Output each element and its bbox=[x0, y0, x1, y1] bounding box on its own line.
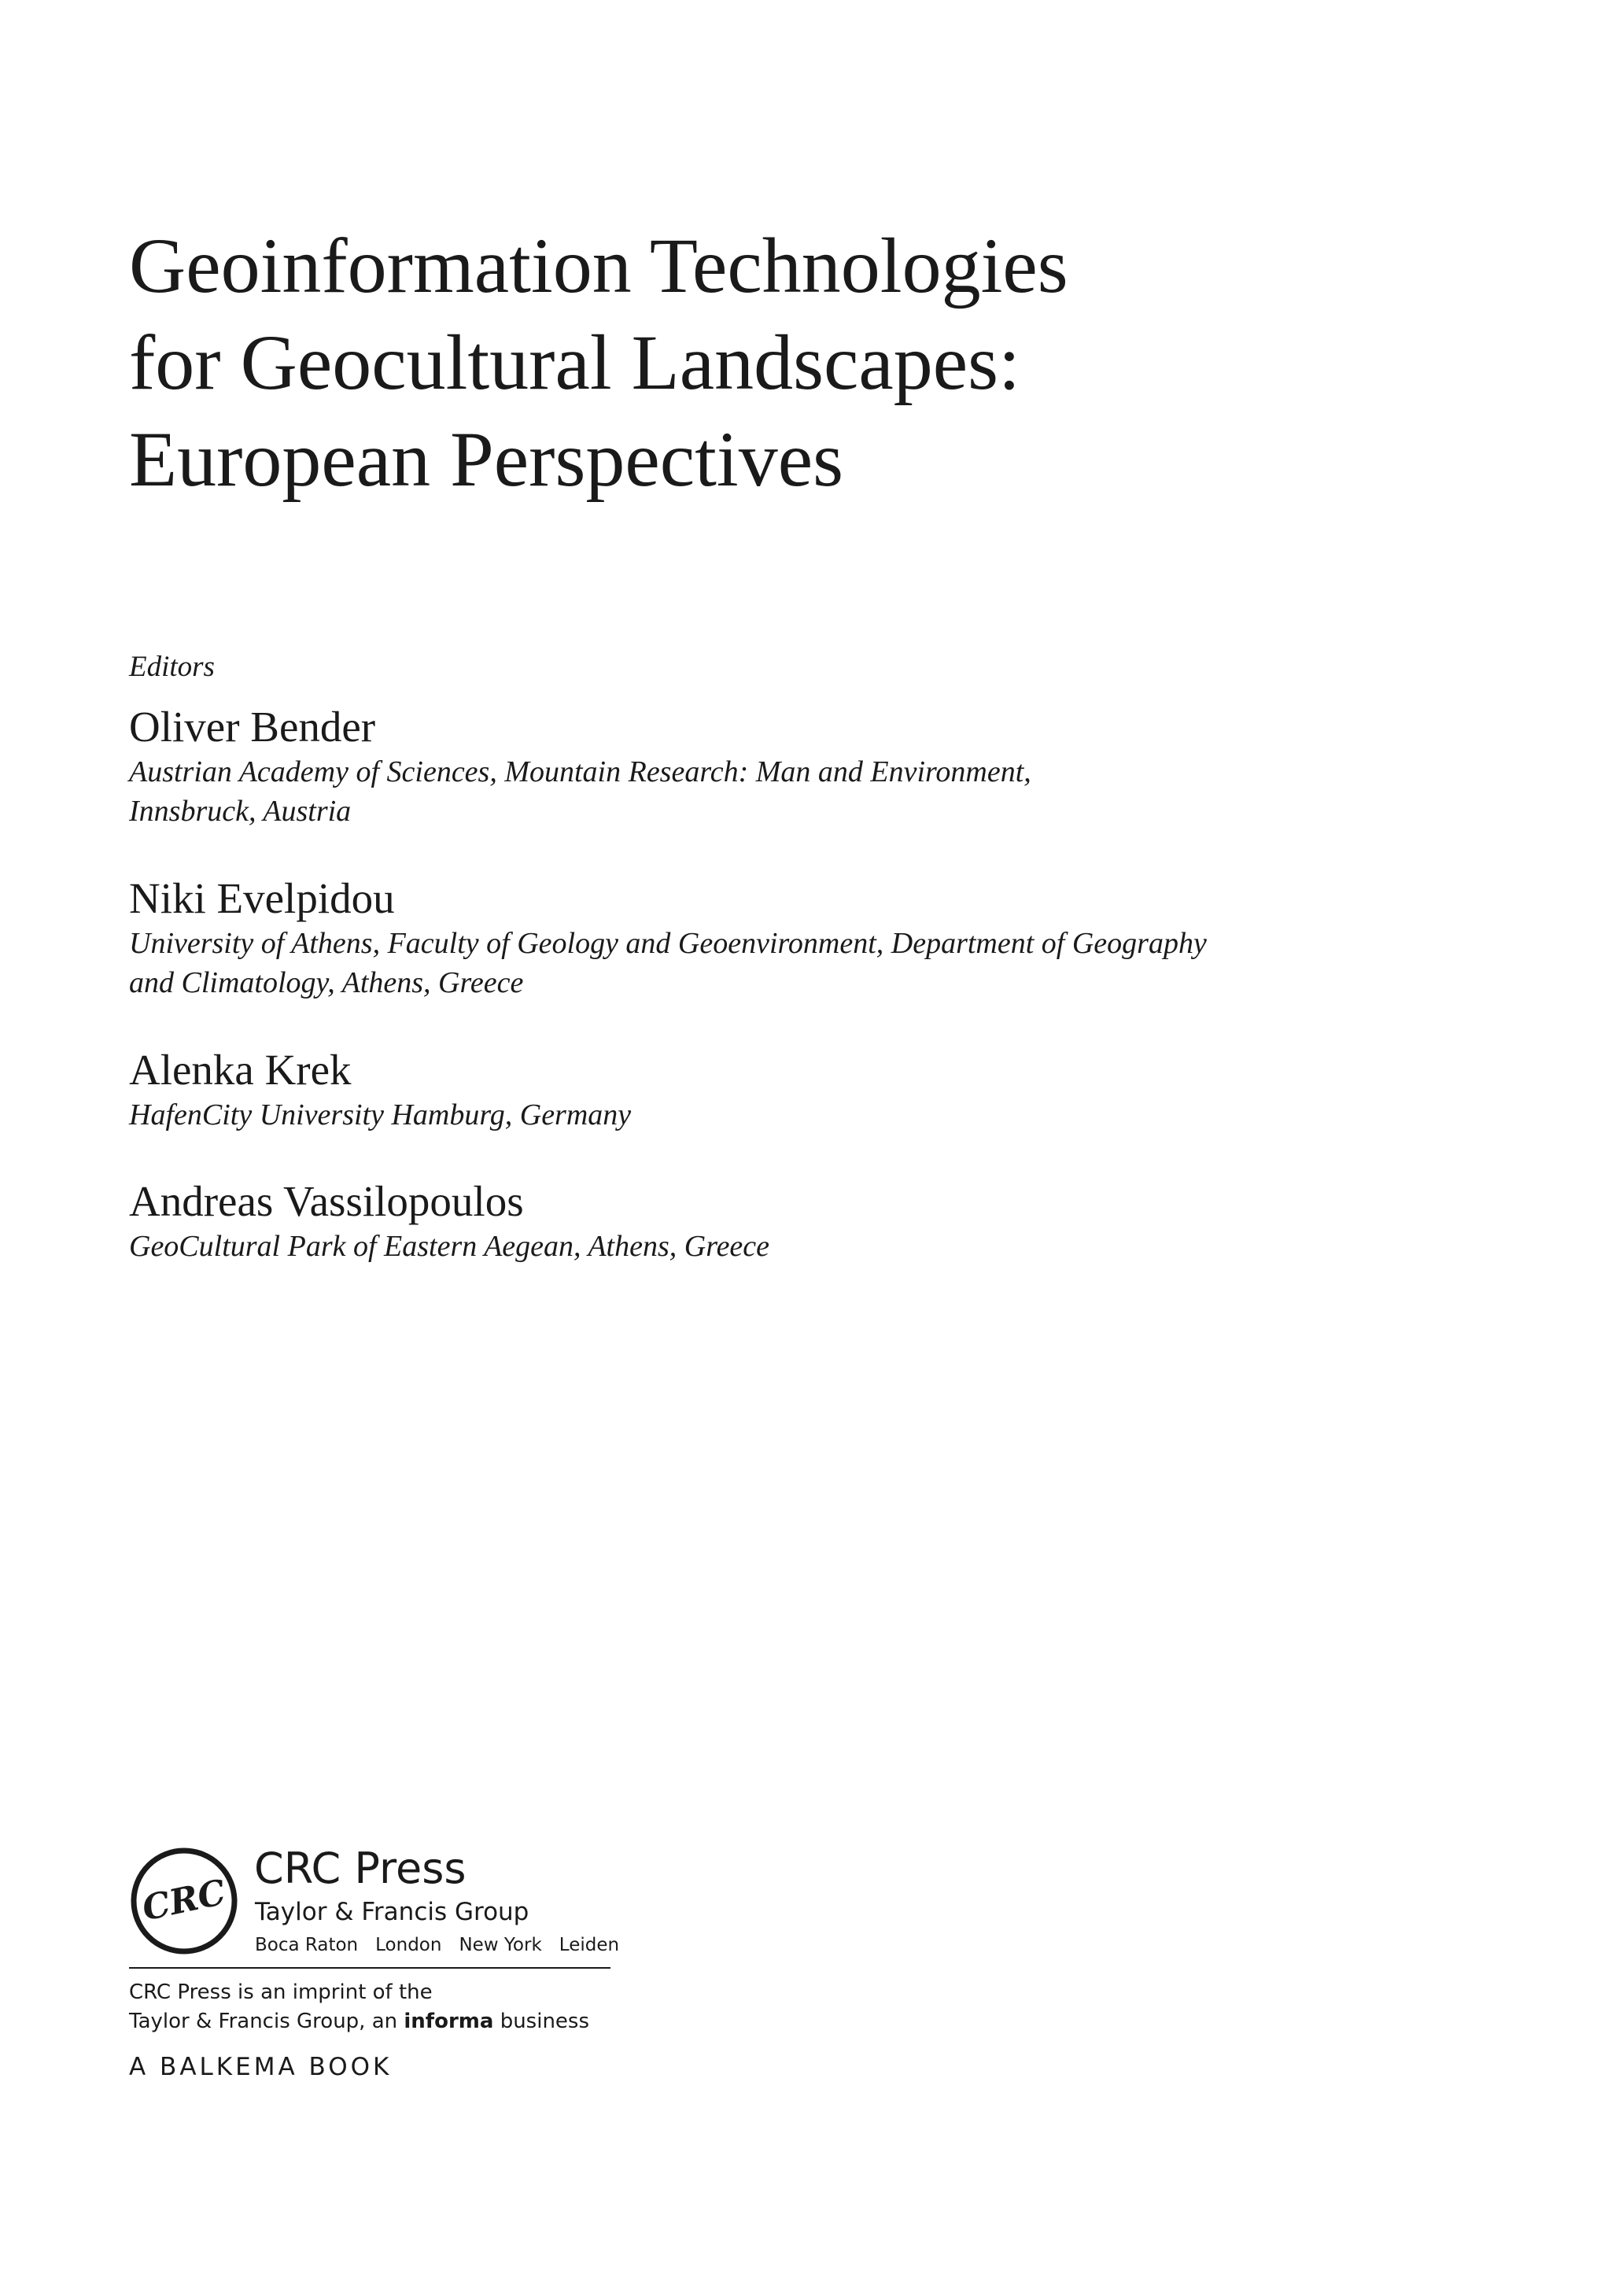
city-boca-raton: Boca Raton bbox=[255, 1935, 359, 1955]
crc-press-logo bbox=[129, 1846, 239, 1956]
imprint-note bbox=[129, 1978, 589, 2036]
city-leiden: Leiden bbox=[559, 1935, 620, 1955]
balkema-book-label: A BALKEMA BOOK bbox=[129, 2053, 393, 2081]
imprint-line-2 bbox=[129, 2007, 589, 2036]
editors-label: Editors bbox=[129, 651, 215, 683]
editor-entry bbox=[129, 873, 1545, 1002]
crc-logo-text: CRC bbox=[138, 1872, 230, 1929]
publisher-block bbox=[129, 1844, 620, 2106]
editor-entry bbox=[129, 1176, 1545, 1266]
editor-affiliation: HafenCity University Hamburg, Germany bbox=[129, 1098, 632, 1131]
title-line-1: Geoinformation Technologies bbox=[129, 222, 1068, 309]
editor-entry bbox=[129, 702, 1545, 831]
editor-name: Andreas Vassilopoulos bbox=[129, 1177, 524, 1225]
publisher-name: CRC Press bbox=[254, 1844, 467, 1893]
title-line-2: for Geocultural Landscapes: bbox=[129, 319, 1020, 406]
informa-wordmark: informa bbox=[404, 2010, 494, 2033]
editor-entry bbox=[129, 1045, 1545, 1135]
city-london: London bbox=[375, 1935, 442, 1955]
imprint-line-2-prefix: Taylor & Francis Group, an bbox=[129, 2010, 404, 2033]
editor-affiliation: Austrian Academy of Sciences, Mountain Research: Man and Environment, Innsbruck, Austria bbox=[129, 755, 1031, 828]
editor-name: Niki Evelpidou bbox=[129, 874, 395, 922]
publisher-cities bbox=[255, 1934, 619, 1956]
book-title bbox=[129, 217, 1466, 508]
title-line-3: European Perspectives bbox=[129, 415, 844, 503]
divider bbox=[129, 1967, 610, 1969]
editor-affiliation: University of Athens, Faculty of Geology and Geoenvironment, Department of Geography and Climatology, Athens, Greece bbox=[129, 927, 1207, 999]
city-new-york: New York bbox=[459, 1935, 542, 1955]
editor-name: Alenka Krek bbox=[129, 1046, 352, 1094]
publisher-group: Taylor & Francis Group bbox=[255, 1898, 529, 1926]
imprint-line-2-suffix: business bbox=[493, 2010, 590, 2033]
editor-name: Oliver Bender bbox=[129, 703, 376, 751]
imprint-line-1: CRC Press is an imprint of the bbox=[129, 1980, 433, 2004]
editor-affiliation: GeoCultural Park of Eastern Aegean, Athens, Greece bbox=[129, 1230, 770, 1263]
